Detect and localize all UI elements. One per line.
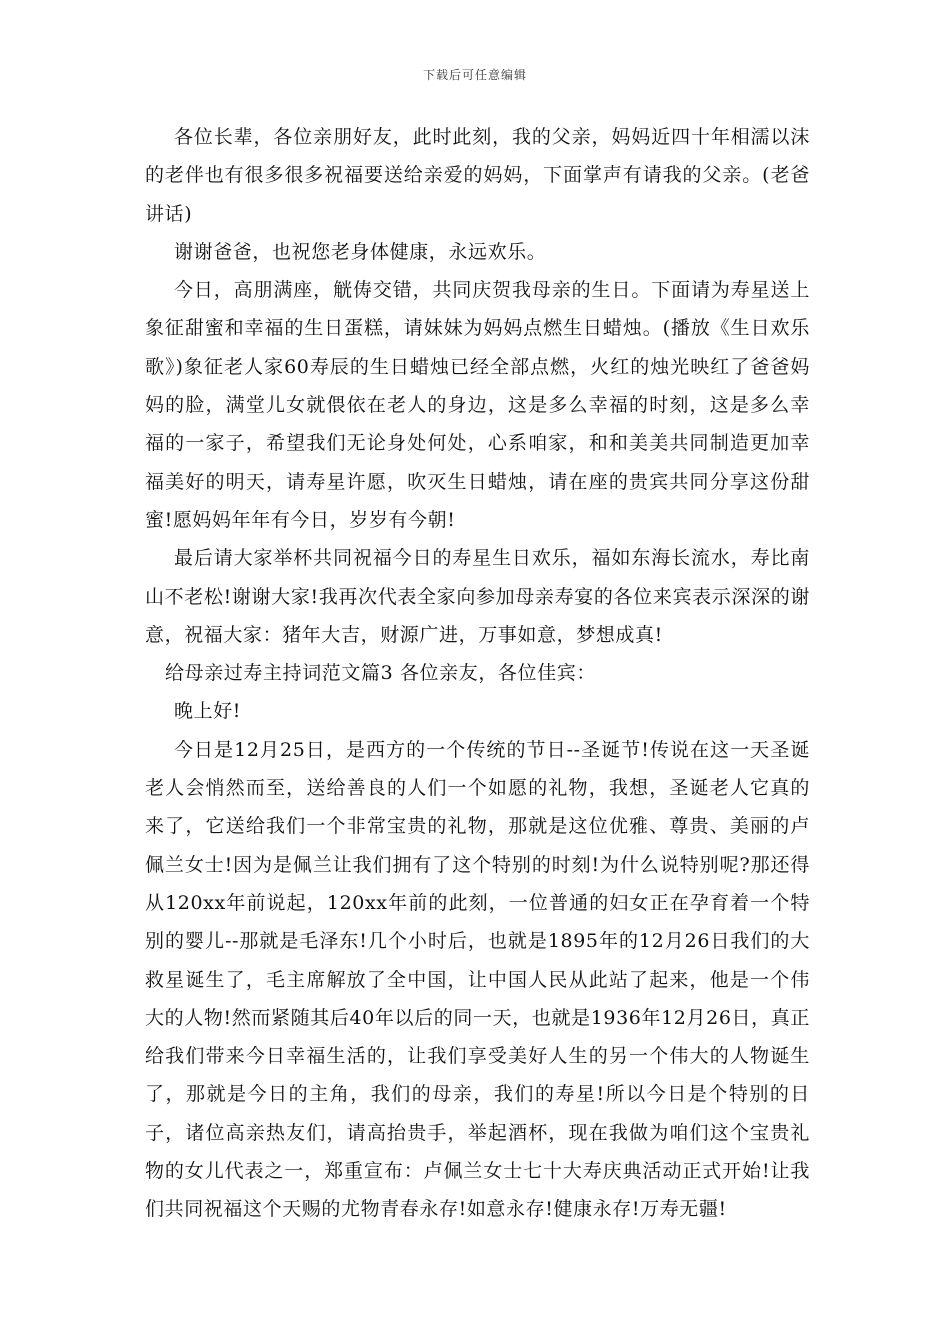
paragraph-father-speech: 各位长辈，各位亲朋好友，此时此刻，我的父亲，妈妈近四十年相濡以沫的老伴也有很多很多祝福要送给亲爱的妈妈，下面掌声有请我的父亲。(老爸讲话) (145, 126, 810, 225)
paragraph-birthday-cake: 今日，高朋满座，觥俦交错，共同庆贺我母亲的生日。下面请为寿星送上象征甜蜜和幸福的生日蛋糕，请妹妹为妈妈点燃生日蜡烛。(播放《生日欢乐歌》)象征老人家60寿辰的生日蜡烛已经全部点燃，火红的烛光映红了爸爸妈妈的脸，满堂儿女就偎依在老人的身边，这是多么幸福的时刻，这是多么幸福的一家子，希望我们无论身处何处，心系咱家，和和美美共同制造更加幸福美好的明天，请寿星许愿，吹灭生日蜡烛，请在座的贵宾共同分享这份甜蜜!愿妈妈年年有今日，岁岁有今朝! (145, 279, 810, 531)
document-body (145, 118, 810, 1229)
paragraph-toast: 最后请大家举杯共同祝福今日的寿星生日欢乐，福如东海长流水，寿比南山不老松!谢谢大家!我再次代表全家向参加母亲寿宴的各位来宾表示深深的谢意，祝福大家：猪年大吉，财源广进，万事如意，梦想成真! (145, 547, 810, 646)
page-header: 下载后可任意编辑 (422, 68, 527, 82)
section-title: 给母亲过寿主持词范文篇3 各位亲友，各位佳宾： (165, 662, 596, 685)
paragraph-greeting: 晚上好! (174, 700, 242, 723)
paragraph-christmas: 今日是12月25日，是西方的一个传统的节日--圣诞节!传说在这一天圣诞老人会悄然而至，送给善良的人们一个如愿的礼物，我想，圣诞老人它真的来了，它送给我们一个非常宝贵的礼物，那就是这位优雅、尊贵、美丽的卢佩兰女士!因为是佩兰让我们拥有了这个特别的时刻!为什么说特别呢?那还得从120xx年前说起，120xx年前的此刻，一位普通的妇女正在孕育着一个特别的婴儿--那就是毛泽东!几个小时后，也就是1895年的12月26日我们的大救星诞生了，毛主席解放了全中国，让中国人民从此站了起来，他是一个伟大的人物!然而紧随其后40年以后的同一天，也就是1936年12月26日，真正给我们带来今日幸福生活的，让我们享受美好人生的另一个伟大的人物诞生了，那就是今日的主角，我们的母亲，我们的寿星!所以今日是个特别的日子，诸位高亲热友们，请高抬贵手，举起酒杯，现在我做为咱们这个宝贵礼物的女儿代表之一，郑重宣布：卢佩兰女士七十大寿庆典活动正式开始!让我们共同祝福这个天赐的尤物青春永存!如意永存!健康永存!万寿无疆! (145, 738, 810, 1221)
paragraph-thanks-dad: 谢谢爸爸，也祝您老身体健康，永远欢乐。 (174, 240, 547, 263)
